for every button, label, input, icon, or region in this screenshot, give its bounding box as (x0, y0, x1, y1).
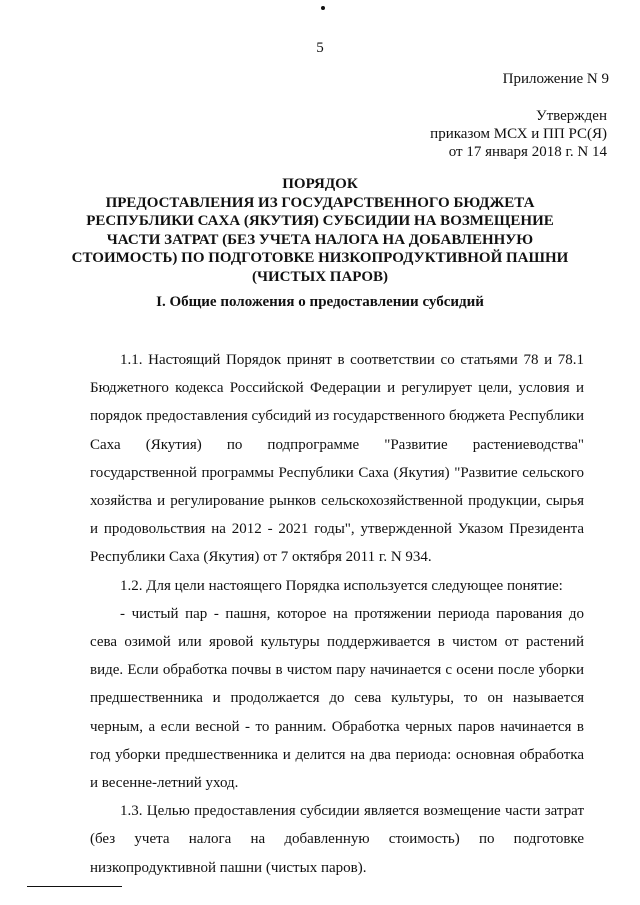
title-line: ПРЕДОСТАВЛЕНИЯ ИЗ ГОСУДАРСТВЕННОГО БЮДЖЕТА (105, 194, 535, 211)
title-line: ПОРЯДОК (282, 176, 358, 192)
title-line: ЧАСТИ ЗАТРАТ (БЕЗ УЧЕТА НАЛОГА НА ДОБАВЛЕННУЮ (106, 231, 534, 248)
page-number: 5 (316, 40, 324, 56)
approval-block (430, 107, 607, 161)
approval-line: Утвержден (535, 108, 607, 124)
scan-mark (321, 6, 325, 10)
appendix-label: Приложение N 9 (502, 71, 609, 87)
title-line: РЕСПУБЛИКИ САХА (ЯКУТИЯ) СУБСИДИИ НА ВОЗМЕЩЕНИЕ (86, 213, 554, 229)
approval-line: приказом МСХ и ПП РС(Я) (430, 126, 607, 142)
title-line: (ЧИСТЫХ ПАРОВ) (251, 268, 389, 285)
paragraph-definition: - чистый пар - пашня, которое на протяжении периода парования до сева озимой или яровой культуры поддерживается в чистом от растений виде. Если обработка почвы в чистом пару начинается с осени после уборки предшественника и продолжается до сева культуры, то он называется черным, а если весной - то ранним. Обработка черных паров начинается в год уборки предшественника и делится на два периода: основная обработка и весенне-летний уход. (90, 605, 584, 792)
title-line: СТОИМОСТЬ) ПО ПОДГОТОВКЕ НИЗКОПРОДУКТИВНОЙ ПАШНИ (71, 250, 569, 266)
section-heading: I. Общие положения о предоставлении субсидий (156, 294, 484, 310)
paragraph-1-2: 1.2. Для цели настоящего Порядка используется следующее понятие: (120, 577, 563, 594)
footnote-separator (27, 886, 122, 887)
document-title (70, 175, 570, 286)
document-body (90, 346, 584, 882)
paragraph-1-3: 1.3. Целью предоставления субсидии является возмещение части затрат (без учета налога на добавленную стоимость) по подготовке низкопродуктивной пашни (чистых паров). (90, 803, 584, 876)
paragraph-1-1: 1.1. Настоящий Порядок принят в соответствии со статьями 78 и 78.1 Бюджетного кодекса Российской Федерации и регулирует цели, условия и порядок предоставления субсидий из государственного бюджета Республики Саха (Якутия) по подпрограмме "Развитие растениеводства" государственной программы Республики Саха (Якутия) "Развитие сельского хозяйства и регулирование рынков сельскохозяйственной продукции, сырья и продовольствия на 2012 - 2021 годы", утвержденной Указом Президента Республики Саха (Якутия) от 7 октября 2011 г. N 934. (90, 352, 584, 566)
approval-line: от 17 января 2018 г. N 14 (448, 144, 607, 160)
